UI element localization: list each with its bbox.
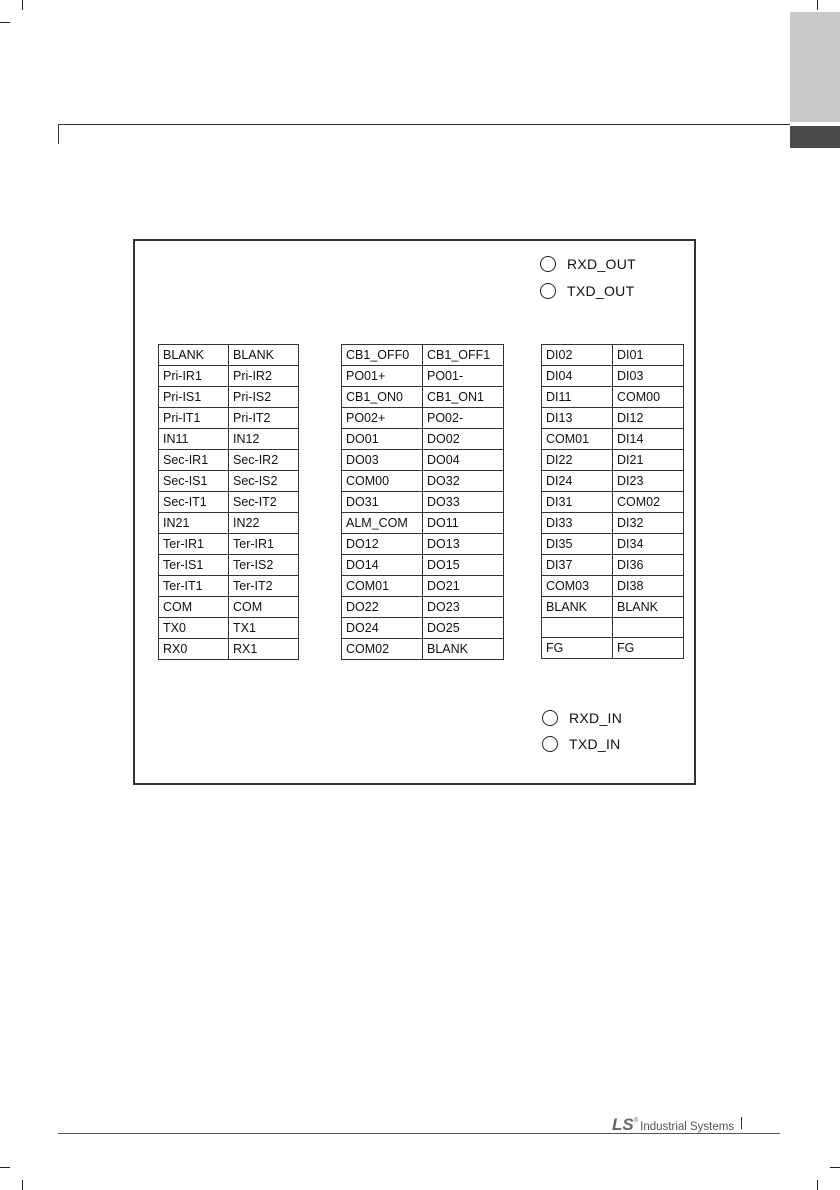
terminal-row	[542, 492, 684, 513]
terminal-cell: DO14	[342, 555, 423, 576]
terminal-cell: DO33	[423, 492, 504, 513]
terminal-cell: Sec-IR2	[229, 450, 299, 471]
terminal-cell: PO02+	[342, 408, 423, 429]
terminal-row	[159, 492, 299, 513]
terminal-cell: DI37	[542, 555, 613, 576]
footer-logo	[612, 1115, 734, 1135]
terminal-row	[159, 555, 299, 576]
terminal-row	[342, 345, 504, 366]
terminal-cell: DI24	[542, 471, 613, 492]
terminal-cell: CB1_OFF0	[342, 345, 423, 366]
terminal-cell: COM00	[342, 471, 423, 492]
terminal-row	[542, 555, 684, 576]
terminal-cell: Sec-IR1	[159, 450, 229, 471]
terminal-row	[542, 618, 684, 638]
terminal-row	[542, 345, 684, 366]
terminal-row	[159, 429, 299, 450]
terminal-cell: RX1	[229, 639, 299, 660]
terminal-row	[342, 429, 504, 450]
crop-mark-bottom-left-h	[0, 1167, 10, 1168]
terminal-cell: IN21	[159, 513, 229, 534]
terminal-cell: DI36	[613, 555, 684, 576]
logo-ls: LS	[612, 1115, 634, 1134]
terminal-row	[159, 408, 299, 429]
terminal-row	[342, 555, 504, 576]
terminal-cell: CB1_ON1	[423, 387, 504, 408]
terminal-cell: IN22	[229, 513, 299, 534]
terminal-cell: DI12	[613, 408, 684, 429]
terminal-row	[342, 597, 504, 618]
chapter-tab-marker	[790, 126, 840, 148]
terminal-cell: Ter-IR1	[159, 534, 229, 555]
terminal-row	[542, 513, 684, 534]
terminal-row	[159, 387, 299, 408]
terminal-cell: DO01	[342, 429, 423, 450]
terminal-cell: DI21	[613, 450, 684, 471]
terminal-cell: COM	[159, 597, 229, 618]
footer-separator	[741, 1117, 742, 1129]
header-rule	[58, 124, 790, 125]
terminal-row	[159, 618, 299, 639]
crop-mark-top-left-h	[0, 22, 10, 23]
crop-mark-top-left-v	[22, 0, 23, 10]
terminal-cell: DO32	[423, 471, 504, 492]
terminal-row	[542, 387, 684, 408]
terminal-row	[159, 471, 299, 492]
terminal-cell: DI13	[542, 408, 613, 429]
terminal-cell: FG	[613, 638, 684, 659]
terminal-block-middle	[341, 344, 504, 660]
terminal-cell: DO22	[342, 597, 423, 618]
terminal-cell: PO01-	[423, 366, 504, 387]
terminal-row	[342, 387, 504, 408]
terminal-row	[159, 345, 299, 366]
terminal-cell: FG	[542, 638, 613, 659]
terminal-cell: DI31	[542, 492, 613, 513]
terminal-cell: Ter-IR1	[229, 534, 299, 555]
terminal-row	[542, 471, 684, 492]
terminal-cell: Pri-IR1	[159, 366, 229, 387]
terminal-row	[542, 429, 684, 450]
terminal-cell: DI01	[613, 345, 684, 366]
logo-mark: ®	[633, 1118, 639, 1124]
terminal-row	[159, 366, 299, 387]
terminal-cell: TX1	[229, 618, 299, 639]
terminal-cell: Pri-IS2	[229, 387, 299, 408]
terminal-row	[159, 576, 299, 597]
terminal-row	[159, 639, 299, 660]
terminal-cell: Sec-IS2	[229, 471, 299, 492]
terminal-cell: Pri-IT1	[159, 408, 229, 429]
terminal-cell: DI38	[613, 576, 684, 597]
terminal-row	[542, 576, 684, 597]
led-circle-icon	[540, 256, 556, 272]
terminal-cell: Pri-IS1	[159, 387, 229, 408]
terminal-cell: Sec-IS1	[159, 471, 229, 492]
terminal-cell: BLANK	[159, 345, 229, 366]
terminal-cell: DO23	[423, 597, 504, 618]
crop-mark-top-right-v	[817, 0, 818, 10]
terminal-row	[342, 513, 504, 534]
terminal-cell: BLANK	[542, 597, 613, 618]
led-rxd-in	[542, 710, 622, 726]
terminal-cell: DI34	[613, 534, 684, 555]
led-label: TXD_IN	[569, 736, 621, 752]
terminal-cell: Sec-IT1	[159, 492, 229, 513]
terminal-cell: CB1_OFF1	[423, 345, 504, 366]
terminal-row	[342, 408, 504, 429]
terminal-cell: Ter-IS1	[159, 555, 229, 576]
terminal-cell: DO25	[423, 618, 504, 639]
terminal-cell: Sec-IT2	[229, 492, 299, 513]
led-label: TXD_OUT	[567, 283, 635, 299]
terminal-cell: DI11	[542, 387, 613, 408]
terminal-row	[159, 597, 299, 618]
terminal-row	[342, 639, 504, 660]
terminal-cell: BLANK	[229, 345, 299, 366]
led-rxd-out	[540, 256, 636, 272]
terminal-cell: DO13	[423, 534, 504, 555]
led-circle-icon	[540, 283, 556, 299]
led-circle-icon	[542, 736, 558, 752]
terminal-cell: COM01	[342, 576, 423, 597]
terminal-cell: COM02	[342, 639, 423, 660]
terminal-cell: DO03	[342, 450, 423, 471]
terminal-block-left	[158, 344, 299, 660]
led-txd-out	[540, 283, 634, 299]
terminal-row	[542, 450, 684, 471]
terminal-cell: IN12	[229, 429, 299, 450]
terminal-cell: BLANK	[423, 639, 504, 660]
terminal-cell: TX0	[159, 618, 229, 639]
terminal-cell: RX0	[159, 639, 229, 660]
terminal-block-right	[541, 344, 684, 659]
terminal-cell: DO31	[342, 492, 423, 513]
terminal-cell	[542, 618, 613, 638]
crop-mark-bottom-left-v	[22, 1180, 23, 1190]
logo-company: Industrial Systems	[640, 1121, 735, 1133]
terminal-cell: ALM_COM	[342, 513, 423, 534]
terminal-cell: Pri-IR2	[229, 366, 299, 387]
terminal-cell: COM	[229, 597, 299, 618]
terminal-cell: COM03	[542, 576, 613, 597]
terminal-row	[542, 597, 684, 618]
header-rule-tick	[58, 124, 59, 144]
led-label: RXD_IN	[569, 710, 623, 726]
terminal-row	[342, 618, 504, 639]
terminal-cell: Pri-IT2	[229, 408, 299, 429]
terminal-cell: DO04	[423, 450, 504, 471]
terminal-cell: DO21	[423, 576, 504, 597]
terminal-row	[342, 492, 504, 513]
terminal-cell: Ter-IT2	[229, 576, 299, 597]
terminal-cell: CB1_ON0	[342, 387, 423, 408]
terminal-row	[159, 513, 299, 534]
led-circle-icon	[542, 710, 558, 726]
terminal-cell: DI03	[613, 366, 684, 387]
terminal-cell: DI35	[542, 534, 613, 555]
terminal-cell: COM01	[542, 429, 613, 450]
terminal-row	[342, 366, 504, 387]
terminal-cell: Ter-IT1	[159, 576, 229, 597]
terminal-cell: DO02	[423, 429, 504, 450]
terminal-cell: DI02	[542, 345, 613, 366]
terminal-cell: DI22	[542, 450, 613, 471]
terminal-cell: DI04	[542, 366, 613, 387]
terminal-row	[542, 638, 684, 659]
terminal-row	[542, 408, 684, 429]
terminal-cell: PO01+	[342, 366, 423, 387]
terminal-row	[342, 576, 504, 597]
terminal-row	[342, 471, 504, 492]
terminal-cell: Ter-IS2	[229, 555, 299, 576]
crop-mark-bottom-right-v	[817, 1180, 818, 1190]
crop-mark-bottom-right-h	[830, 1167, 840, 1168]
terminal-cell	[613, 618, 684, 638]
terminal-cell: DO24	[342, 618, 423, 639]
terminal-cell: DO11	[423, 513, 504, 534]
terminal-row	[542, 534, 684, 555]
terminal-cell: DI14	[613, 429, 684, 450]
terminal-row	[542, 366, 684, 387]
terminal-row	[342, 450, 504, 471]
chapter-tab	[790, 12, 840, 122]
terminal-cell: IN11	[159, 429, 229, 450]
terminal-cell: DI33	[542, 513, 613, 534]
terminal-cell: DO15	[423, 555, 504, 576]
led-label: RXD_OUT	[567, 256, 636, 272]
terminal-row	[342, 534, 504, 555]
terminal-cell: BLANK	[613, 597, 684, 618]
terminal-cell: DI23	[613, 471, 684, 492]
terminal-cell: PO02-	[423, 408, 504, 429]
terminal-row	[159, 450, 299, 471]
terminal-cell: DI32	[613, 513, 684, 534]
terminal-cell: DO12	[342, 534, 423, 555]
terminal-cell: COM02	[613, 492, 684, 513]
terminal-row	[159, 534, 299, 555]
led-txd-in	[542, 736, 621, 752]
terminal-cell: COM00	[613, 387, 684, 408]
